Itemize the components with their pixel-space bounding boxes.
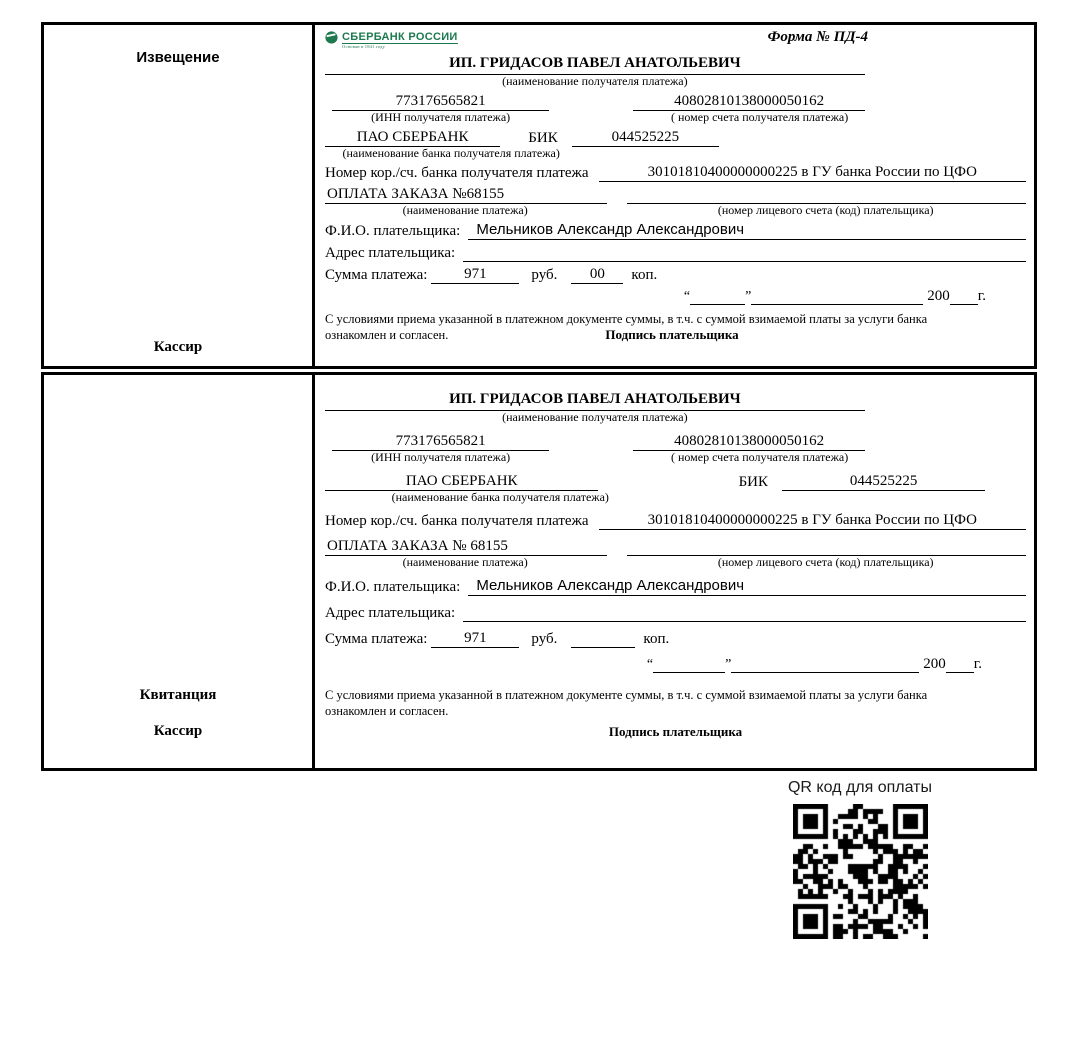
receipt-form-body bbox=[315, 375, 1034, 768]
payer-address-field bbox=[463, 243, 1026, 262]
agreement-block bbox=[325, 311, 1026, 344]
notice-title: Извещение bbox=[136, 49, 220, 66]
amount-rub-value: 971 bbox=[431, 265, 519, 284]
agreement-text-line2: ознакомлен и согласен. bbox=[325, 704, 449, 719]
payment-purpose-value: ОПЛАТА ЗАКАЗА №68155 bbox=[325, 185, 607, 204]
account-value: 40802810138000050162 bbox=[633, 432, 864, 451]
inn-caption: (ИНН получателя платежа) bbox=[371, 449, 511, 464]
year-field bbox=[946, 672, 974, 673]
quote-open: “ bbox=[646, 657, 654, 673]
rub-label: руб. bbox=[531, 631, 558, 648]
amount-kop-value bbox=[571, 647, 635, 648]
kop-label: коп. bbox=[631, 267, 658, 284]
receipt-section bbox=[41, 372, 1037, 771]
notice-side-column bbox=[44, 25, 315, 366]
payer-fio-value: Мельников Александр Александрович bbox=[468, 221, 1026, 240]
cashier-label: Кассир bbox=[153, 723, 203, 739]
sberbank-logo bbox=[325, 31, 458, 49]
payee-caption: (наименование получателя платежа) bbox=[502, 410, 688, 424]
payer-address-field bbox=[463, 603, 1026, 622]
bank-name-value: ПАО СБЕРБАНК bbox=[325, 128, 500, 147]
corr-account-label: Номер кор./сч. банка получателя платежа bbox=[325, 513, 589, 530]
payer-fio-label: Ф.И.О. плательщика: bbox=[325, 223, 461, 240]
rub-label: руб. bbox=[531, 267, 558, 284]
bik-value: 044525225 bbox=[572, 128, 719, 147]
bik-value: 044525225 bbox=[782, 472, 985, 491]
amount-kop-value: 00 bbox=[571, 265, 623, 284]
quote-close: ” bbox=[745, 289, 752, 305]
payer-fio-value: Мельников Александр Александрович bbox=[468, 577, 1026, 596]
payee-name: ИП. ГРИДАСОВ ПАВЕЛ АНАТОЛЬЕВИЧ bbox=[325, 391, 865, 411]
date-row bbox=[325, 287, 986, 305]
agreement-text-line2: ознакомлен и согласен. bbox=[325, 328, 449, 343]
personal-account-field bbox=[627, 185, 1026, 204]
payee-caption: (наименование получателя платежа) bbox=[502, 74, 688, 88]
quote-close: ” bbox=[725, 657, 732, 673]
notice-section bbox=[41, 22, 1037, 369]
personal-account-field bbox=[627, 537, 1026, 556]
payee-name: ИП. ГРИДАСОВ ПАВЕЛ АНАТОЛЬЕВИЧ bbox=[325, 55, 865, 75]
sberbank-logo-tagline: Основан в 1841 году bbox=[342, 44, 386, 50]
bik-label: БИК bbox=[528, 129, 558, 146]
bik-label: БИК bbox=[738, 473, 769, 490]
notice-form-body bbox=[315, 25, 1034, 366]
year-field bbox=[950, 304, 978, 305]
signature-label: Подпись плательщика bbox=[605, 326, 739, 342]
quote-open: “ bbox=[683, 289, 691, 305]
payer-address-label: Адрес плательщика: bbox=[325, 605, 456, 622]
bank-caption: (наименование банка получателя платежа) bbox=[391, 489, 609, 504]
year-prefix: 200 bbox=[927, 288, 950, 305]
amount-rub-value: 971 bbox=[431, 629, 519, 648]
date-month-field bbox=[751, 304, 923, 305]
date-month-field bbox=[731, 672, 919, 673]
payment-purpose-value: ОПЛАТА ЗАКАЗА № 68155 bbox=[325, 537, 607, 556]
sberbank-logo-icon bbox=[325, 31, 338, 49]
agreement-text-line1: С условиями приема указанной в платежном документе суммы, в т.ч. с суммой взимаемой платы за услуги банка bbox=[325, 688, 928, 703]
date-row bbox=[325, 655, 982, 673]
year-suffix: г. bbox=[973, 656, 982, 673]
corr-account-value: 30101810400000000225 в ГУ банка России по ЦФО bbox=[599, 511, 1026, 530]
agreement-block bbox=[325, 687, 1026, 740]
inn-value: 773176565821 bbox=[332, 432, 549, 451]
qr-block bbox=[745, 779, 975, 944]
agreement-text-line1: С условиями приема указанной в платежном документе суммы, в т.ч. с суммой взимаемой платы за услуги банка bbox=[325, 312, 928, 327]
inn-caption: (ИНН получателя платежа) bbox=[371, 109, 511, 124]
amount-label: Сумма платежа: bbox=[325, 631, 428, 648]
year-prefix: 200 bbox=[923, 656, 946, 673]
sberbank-logo-text: СБЕРБАНК РОССИИ bbox=[342, 31, 458, 43]
amount-label: Сумма платежа: bbox=[325, 267, 428, 284]
purpose-caption: (наименование платежа) bbox=[402, 555, 528, 570]
bank-name-value: ПАО СБЕРБАНК bbox=[325, 472, 598, 491]
purpose-caption: (наименование платежа) bbox=[402, 203, 528, 218]
qr-label: QR код для оплаты bbox=[787, 779, 932, 796]
date-day-field bbox=[653, 672, 725, 673]
corr-account-value: 30101810400000000225 в ГУ банка России по ЦФО bbox=[599, 163, 1026, 182]
account-caption: ( номер счета получателя платежа) bbox=[670, 109, 849, 124]
bank-caption: (наименование банка получателя платежа) bbox=[342, 145, 560, 160]
account-caption: ( номер счета получателя платежа) bbox=[670, 449, 849, 464]
kop-label: коп. bbox=[643, 631, 670, 648]
account-value: 40802810138000050162 bbox=[633, 92, 864, 111]
personal-account-caption: (номер лицевого счета (код) плательщика) bbox=[717, 203, 934, 218]
payer-fio-label: Ф.И.О. плательщика: bbox=[325, 579, 461, 596]
cashier-label: Кассир bbox=[153, 339, 203, 355]
signature-label: Подпись плательщика bbox=[608, 723, 743, 739]
receipt-title: Квитанция bbox=[139, 687, 217, 703]
qr-code bbox=[793, 804, 928, 939]
receipt-side-column bbox=[44, 375, 315, 768]
inn-value: 773176565821 bbox=[332, 92, 549, 111]
date-day-field bbox=[690, 304, 745, 305]
personal-account-caption: (номер лицевого счета (код) плательщика) bbox=[717, 555, 934, 570]
year-suffix: г. bbox=[977, 288, 986, 305]
form-number: Форма № ПД-4 bbox=[767, 29, 868, 45]
payer-address-label: Адрес плательщика: bbox=[325, 245, 456, 262]
corr-account-label: Номер кор./сч. банка получателя платежа bbox=[325, 165, 589, 182]
